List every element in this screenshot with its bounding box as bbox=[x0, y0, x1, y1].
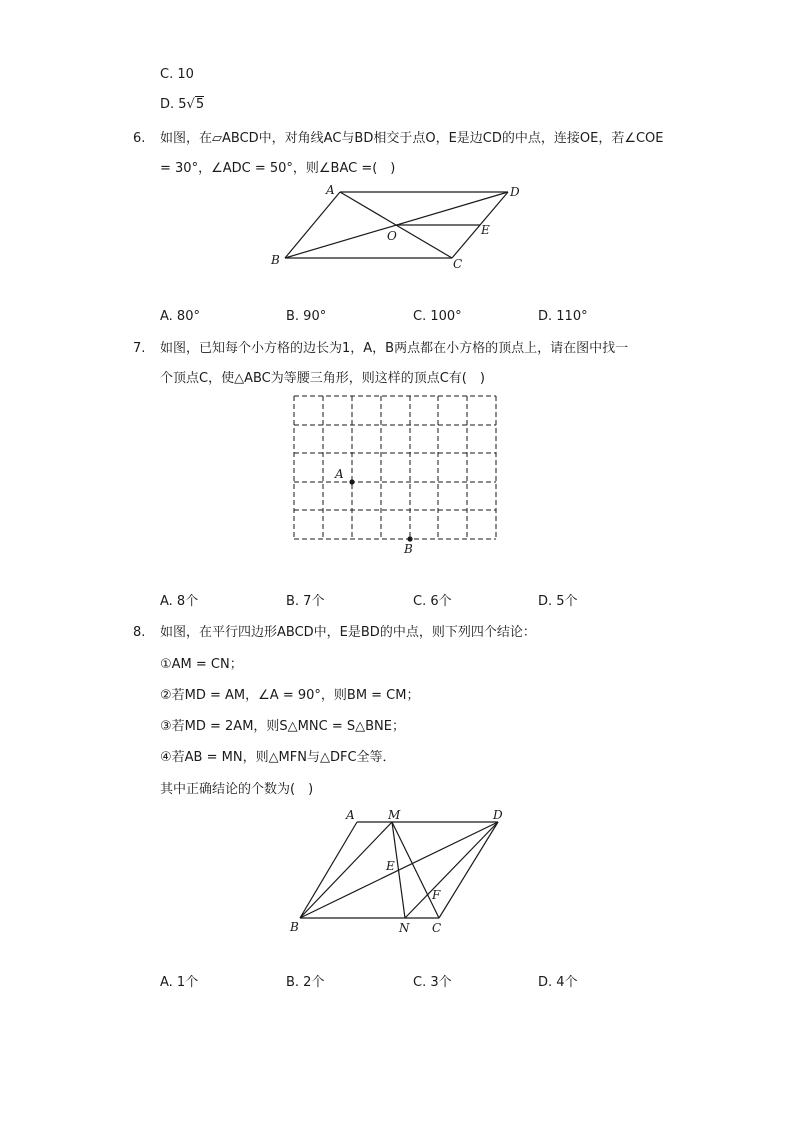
q7-label-a: A bbox=[335, 467, 344, 481]
q6-option-a: A. 80° bbox=[160, 309, 200, 324]
q8-option-a: A. 1个 bbox=[160, 975, 199, 990]
q7-option-c: C. 6个 bbox=[413, 594, 452, 609]
q8-label-c: C bbox=[432, 921, 442, 935]
q6-option-b: B. 90° bbox=[286, 309, 327, 324]
q8-option-c: C. 3个 bbox=[413, 975, 452, 990]
q8-label-m: M bbox=[388, 808, 401, 822]
q5-option-d bbox=[160, 96, 204, 114]
q8-stem-line1: 如图，在平行四边形ABCD中，E是BD的中点，则下列四个结论： bbox=[160, 625, 536, 640]
q6-stem-line1: 如图，在▱ABCD中，对角线AC与BD相交于点O，E是边CD的中点，连接OE，若∠COE bbox=[160, 131, 664, 146]
sqrt-sign: √ bbox=[186, 97, 195, 112]
q5-option-d-prefix: D. 5 bbox=[160, 97, 187, 112]
q6-label-o: O bbox=[387, 229, 397, 243]
q7-stem-line2: 个顶点C，使△ABC为等腰三角形，则这样的顶点C有( ) bbox=[160, 371, 485, 386]
q8-option-b: B. 2个 bbox=[286, 975, 325, 990]
q8-parallelogram-figure bbox=[280, 800, 520, 945]
q8-label-n: N bbox=[399, 921, 410, 935]
q6-option-d: D. 110° bbox=[538, 309, 588, 324]
q7-option-b: B. 7个 bbox=[286, 594, 325, 609]
q7-option-d: D. 5个 bbox=[538, 594, 578, 609]
q7-point-b bbox=[407, 536, 412, 541]
q7-number: 7. bbox=[133, 341, 146, 356]
q6-option-c: C. 100° bbox=[413, 309, 462, 324]
q6-label-a: A bbox=[326, 183, 335, 197]
q5-option-c: C. 10 bbox=[160, 67, 194, 82]
q8-question: 其中正确结论的个数为( ) bbox=[160, 782, 314, 797]
q8-label-e: E bbox=[386, 859, 395, 873]
q8-label-a: A bbox=[346, 808, 355, 822]
q5-option-d-radicand: 5 bbox=[195, 97, 205, 112]
q8-option-d: D. 4个 bbox=[538, 975, 578, 990]
q8-conclusion-2: ②若MD = AM，∠A = 90°，则BM = CM； bbox=[160, 688, 420, 703]
q6-label-c: C bbox=[453, 257, 463, 271]
q7-stem-line1: 如图，已知每个小方格的边长为1，A，B两点都在小方格的顶点上，请在图中找一 bbox=[160, 341, 629, 356]
q8-label-b: B bbox=[290, 920, 299, 934]
q8-label-f: F bbox=[432, 888, 441, 902]
q6-stem-line2: = 30°，∠ADC = 50°，则∠BAC =( ) bbox=[160, 161, 396, 176]
q6-number: 6. bbox=[133, 131, 146, 146]
q6-label-e: E bbox=[481, 223, 490, 237]
q8-conclusion-4: ④若AB = MN，则△MFN与△DFC全等． bbox=[160, 750, 396, 765]
q8-label-d: D bbox=[493, 808, 503, 822]
q8-conclusion-1: ①AM = CN； bbox=[160, 657, 243, 672]
q6-label-b: B bbox=[271, 253, 280, 267]
q8-conclusion-3: ③若MD = 2AM，则S△MNC = S△BNE； bbox=[160, 719, 405, 734]
q7-point-a bbox=[349, 479, 354, 484]
q7-label-b: B bbox=[404, 542, 413, 556]
q6-parallelogram-figure bbox=[260, 180, 540, 275]
q6-label-d: D bbox=[510, 185, 520, 199]
q7-grid-figure bbox=[290, 390, 505, 560]
q8-number: 8. bbox=[133, 625, 146, 640]
q7-option-a: A. 8个 bbox=[160, 594, 199, 609]
